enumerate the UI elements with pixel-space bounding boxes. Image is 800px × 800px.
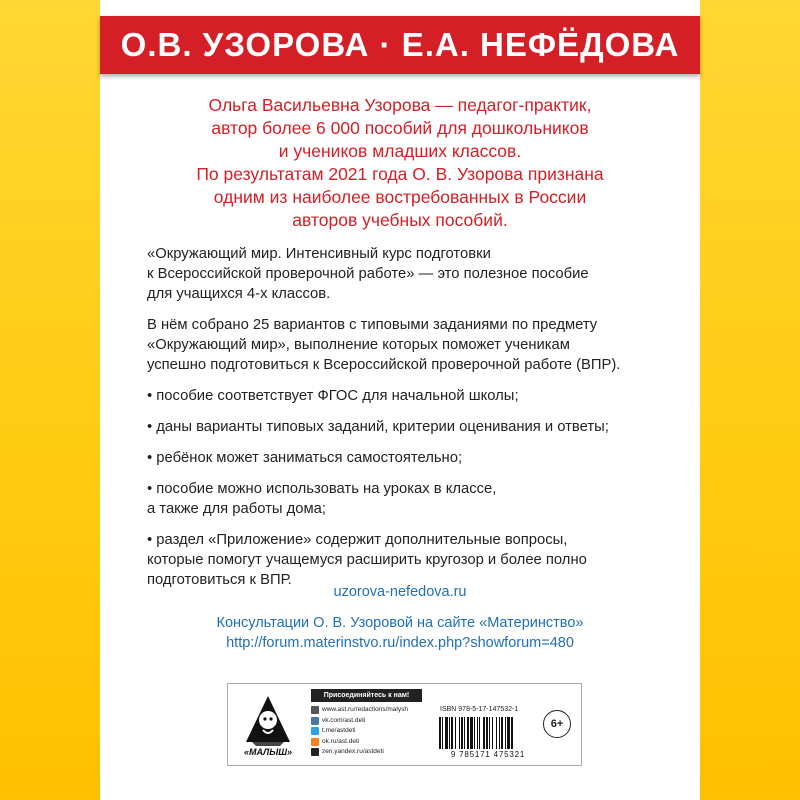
zen-icon: [311, 748, 319, 756]
description-line: • ребёнок может заниматься самостоятельно;: [147, 450, 463, 466]
description-paragraph: [147, 315, 672, 375]
bio-line: автор более 6 000 пособий для дошкольников: [211, 118, 589, 138]
authors-title: О.В. УЗОРОВА · Е.А. НЕФЁДОВА: [120, 26, 680, 63]
forum-link[interactable]: http://forum.materinstvo.ru/index.php?showforum=480: [226, 635, 574, 651]
social-link-text: www.ast.ru/redactions/malysh: [322, 706, 408, 713]
social-links: [311, 705, 431, 758]
isbn-text: ISBN 978-5-17-147532-1: [440, 706, 519, 713]
join-us-bar: [311, 689, 422, 702]
bio-line: По результатам 2021 года О. В. Узорова признана: [196, 164, 604, 184]
social-link-text: t.me/astdeti: [322, 727, 356, 734]
join-us-label: Присоединяйтесь к нам!: [323, 692, 410, 699]
telegram-icon: [311, 727, 319, 735]
link-icon: [311, 706, 319, 714]
description-line: которые помогут учащемуся расширить кругозор и более полно: [147, 552, 587, 568]
description-line: подготовиться к ВПР.: [147, 572, 292, 588]
social-link-telegram[interactable]: [311, 726, 431, 737]
description-line: В нём собрано 25 вариантов с типовыми заданиями по предмету: [147, 317, 598, 333]
description-line: • раздел «Приложение» содержит дополнительные вопросы,: [147, 532, 568, 548]
feature-bullet: [147, 417, 672, 437]
description-paragraph: [147, 244, 672, 304]
publisher-logo-text: «МАЛЫШ»: [243, 747, 293, 757]
feature-bullet: [147, 479, 672, 519]
description-line: • пособие соответствует ФГОС для начальной школы;: [147, 388, 519, 404]
feature-bullet: [147, 448, 672, 468]
description-line: «Окружающий мир. Интенсивный курс подготовки: [147, 246, 491, 262]
vk-icon: [311, 717, 319, 725]
authors-site-link[interactable]: uzorova-nefedova.ru: [333, 584, 467, 600]
bio-line: Ольга Васильевна Узорова — педагог-практик,: [208, 95, 592, 115]
social-link-zen[interactable]: [311, 747, 431, 758]
description-line: для учащихся 4-х классов.: [147, 286, 331, 302]
description-line: • пособие можно использовать на уроках в классе,: [147, 481, 497, 497]
barcode-digits: 9 785171 475321: [450, 750, 526, 759]
bio-line: авторов учебных пособий.: [292, 210, 508, 230]
description-line: к Всероссийской проверочной работе» — это полезное пособие: [147, 266, 589, 282]
age-rating-badge: [543, 710, 571, 738]
book-description: [147, 244, 672, 601]
feature-bullet: [147, 530, 672, 590]
social-link-text: vk.com/ast.deti: [322, 716, 366, 724]
social-link-site[interactable]: [311, 705, 431, 716]
bio-line: и учеников младших классов.: [278, 141, 522, 161]
social-link-vk[interactable]: [311, 716, 431, 727]
social-link-text: zen.yandex.ru/astdeti: [322, 748, 384, 755]
description-line: • даны варианты типовых заданий, критерии оценивания и ответы;: [147, 419, 609, 435]
age-rating-text: 6+: [550, 718, 564, 730]
authors-banner: [100, 16, 700, 74]
description-line: а также для работы дома;: [147, 501, 327, 517]
author-bio: [140, 94, 660, 232]
social-link-text: ok.ru/ast.deti: [322, 737, 360, 745]
bio-line: одним из наиболее востребованных в России: [213, 187, 587, 207]
social-link-ok[interactable]: [311, 737, 431, 748]
description-line: успешно подготовиться к Всероссийской проверочной работе (ВПР).: [147, 357, 621, 373]
description-line: «Окружающий мир», выполнение которых поможет ученикам: [147, 337, 570, 353]
feature-bullet: [147, 386, 672, 406]
consultation-text: Консультации О. В. Узоровой на сайте «Материнство»: [216, 615, 584, 631]
barcode-icon: [438, 717, 536, 749]
odnoklassniki-icon: [311, 738, 319, 746]
links-section: [150, 582, 650, 653]
